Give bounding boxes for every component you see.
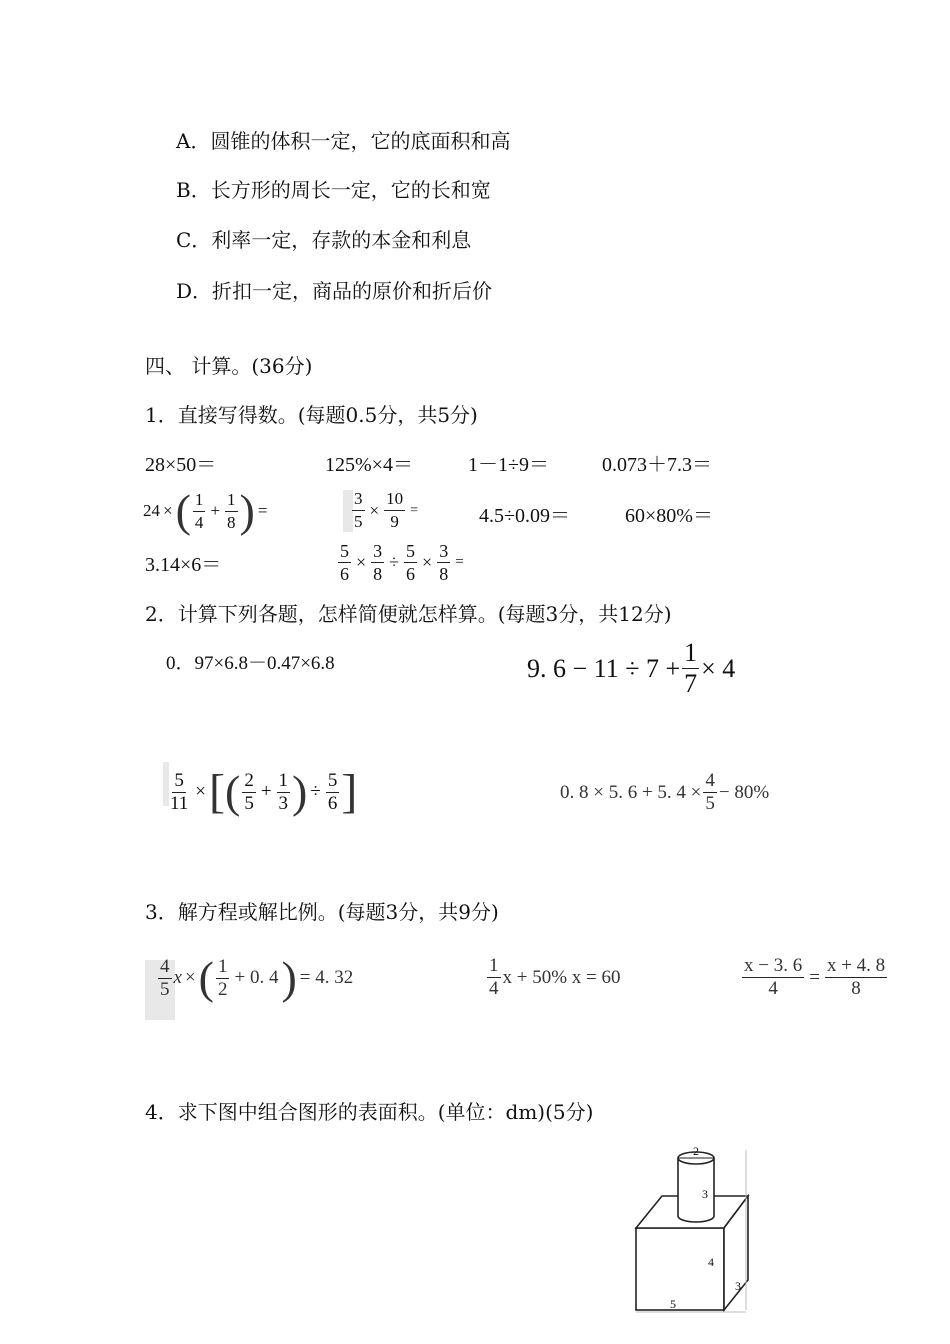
q1-expr-6: $\frac{3}{5}$ × $\frac{10}{9}$ = [354, 489, 418, 531]
q2-expr-1: 0．97×6.8－0.47×6.8 [166, 653, 335, 674]
fraction: $\frac{5}{6}$ [340, 541, 349, 584]
fraction: $\frac{1}{7}$ [684, 638, 698, 698]
q3-expr-1: $\frac{4}{5}$ x × ( $\frac{1}{2}$ + 0. 4 ) = 4. 32 [160, 952, 354, 1003]
composite-figure [600, 1140, 780, 1320]
option-b: B．长方形的周长一定，它的长和宽 [176, 178, 491, 202]
q3-e1-x: x [173, 967, 182, 988]
fraction: $\frac{1}{4}$ [489, 955, 499, 999]
q1-expr-7: 4.5÷0.09＝ [479, 505, 570, 527]
label-height: 4 [708, 1255, 714, 1269]
q1-expr-10: $\frac{5}{6}$ × $\frac{3}{8}$ ÷ $\frac{5}{6}$ × $\frac{3}{8}$ = [340, 541, 464, 584]
section-heading: 四、 计算。(36分) [145, 354, 313, 378]
q3-e2-rest: x + 50% x = 60 [502, 966, 621, 988]
fraction: $\frac{5}{6}$ [327, 769, 338, 814]
q2-e4-suffix: − 80% [718, 781, 770, 803]
fraction: $\frac{3}{5}$ [354, 489, 363, 531]
cylinder-body [678, 1158, 714, 1222]
q1-expr-2: 125%×4＝ [325, 454, 413, 476]
q3-expr-3: $\frac{x - 3. 6}{4}$ = $\frac{x + 4. 8}{8}$ [744, 955, 886, 999]
fraction: $\frac{3}{8}$ [439, 541, 449, 584]
q2-expr-2 [527, 638, 735, 699]
fraction: $\frac{x + 4. 8}{8}$ [826, 955, 886, 999]
fraction: $\frac{1}{3}$ [278, 769, 289, 814]
q2-title: 2．计算下列各题，怎样简便就怎样算。(每题3分，共12分) [145, 602, 672, 626]
fraction: $\frac{10}{9}$ [386, 489, 404, 531]
q1-title: 1．直接写得数。(每题0.5分，共5分) [145, 403, 478, 427]
q3-expr-2 [485, 955, 621, 1000]
q1-expr-5: 24 × ( $\frac{1}{4}$ + $\frac{1}{8}$ ) = [143, 485, 268, 536]
fraction: $\frac{x - 3. 6}{4}$ [744, 955, 803, 999]
q1-expr-3: 1－1÷9＝ [468, 454, 549, 476]
q1-e5-prefix: 24 [143, 501, 160, 520]
q2-expr-3: $\frac{5}{11}$ × [ ( $\frac{2}{5}$ + $\frac{1}{3}$ ) ÷ $\frac{5}{6}$ ] [170, 765, 358, 818]
fraction: $\frac{1}{4}$ [194, 489, 204, 532]
fraction: $\frac{5}{6}$ [406, 541, 416, 584]
fraction: $\frac{1}{2}$ [217, 955, 228, 1000]
q3-e1-rhs: = 4. 32 [299, 967, 354, 988]
label-depth: 3 [735, 1279, 741, 1293]
label-cylinder-height: 3 [702, 1187, 708, 1201]
q3-e1-mid: + 0. 4 [234, 967, 279, 988]
label-diameter: 2 [693, 1144, 699, 1158]
fraction: $\frac{4}{5}$ [160, 955, 170, 1000]
fraction: $\frac{2}{5}$ [244, 769, 254, 814]
q2-e2-suffix: × 4 [701, 653, 736, 683]
option-c: C．利率一定，存款的本金和利息 [176, 228, 472, 252]
q2-e2-prefix: 9. 6 − 11 ÷ 7 + [527, 653, 681, 683]
fraction: $\frac{4}{5}$ [705, 770, 715, 814]
option-d: D．折扣一定，商品的原价和折后价 [176, 279, 493, 303]
fraction: $\frac{1}{8}$ [227, 489, 236, 532]
fraction: $\frac{3}{8}$ [373, 541, 383, 584]
q4-title: 4．求下图中组合图形的表面积。(单位：dm)(5分) [145, 1100, 594, 1124]
q3-title: 3．解方程或解比例。(每题3分，共9分) [145, 900, 499, 924]
q1-expr-1: 28×50＝ [145, 454, 217, 476]
label-length: 5 [670, 1297, 676, 1311]
q2-expr-4 [560, 770, 769, 815]
option-a: A．圆锥的体积一定，它的底面积和高 [176, 129, 511, 153]
cube-front-face [636, 1228, 724, 1310]
q1-expr-4: 0.073＋7.3＝ [602, 454, 712, 476]
fraction: $\frac{5}{11}$ [170, 769, 189, 814]
q1-expr-8: 60×80%＝ [625, 505, 713, 527]
q2-e4-prefix: 0. 8 × 5. 6 + 5. 4 × [560, 781, 702, 803]
q1-expr-9: 3.14×6＝ [145, 554, 222, 576]
